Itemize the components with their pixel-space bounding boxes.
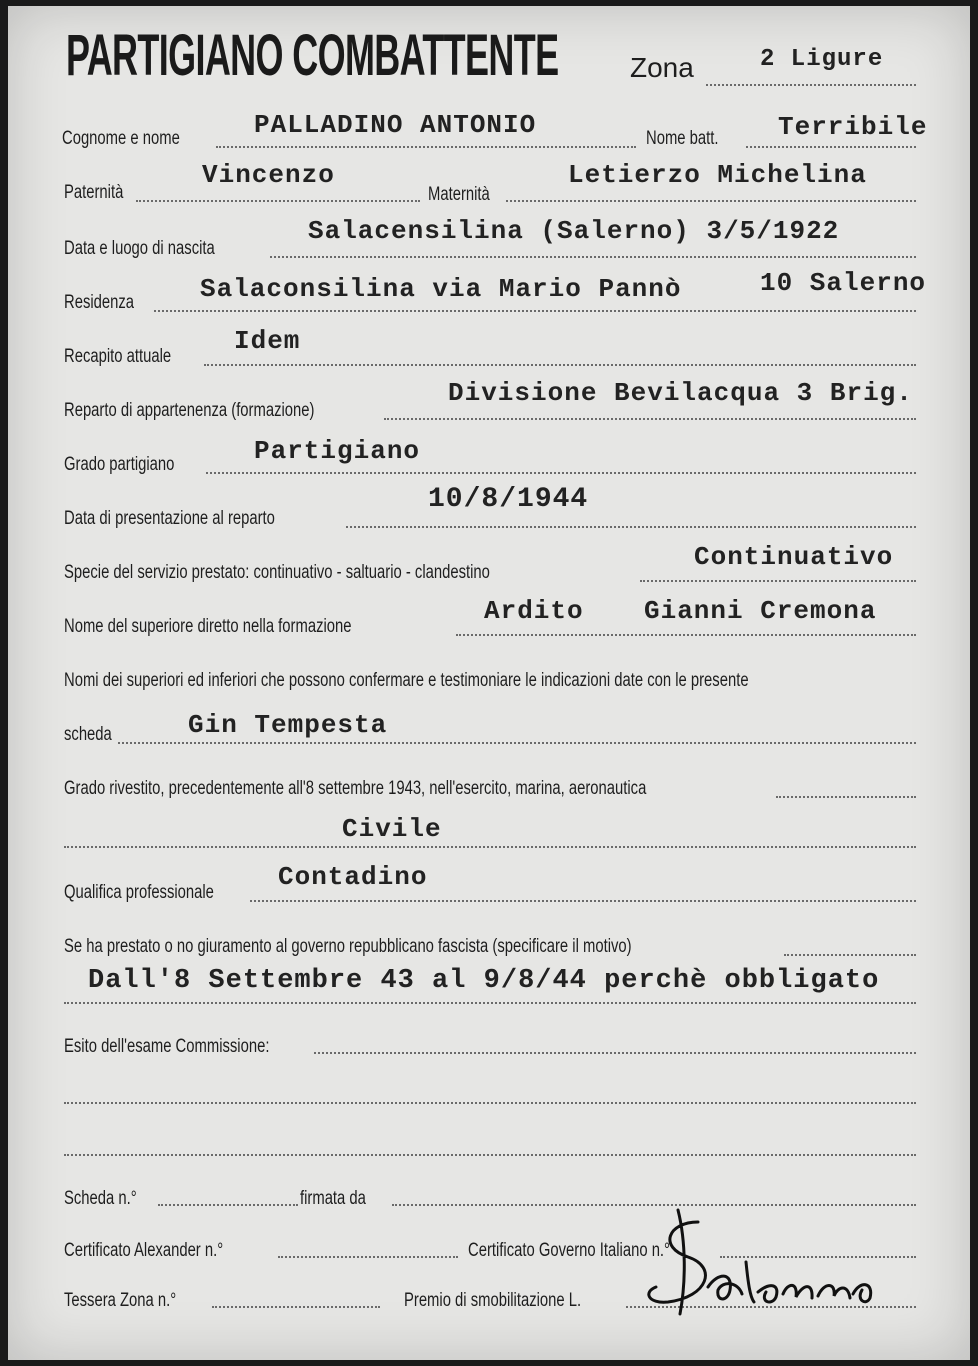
superiore-line — [456, 634, 916, 636]
zona-line — [706, 84, 916, 86]
nome-batt-label: Nome batt. — [646, 128, 719, 149]
scheda-value: Gin Tempesta — [188, 710, 388, 740]
specie-line — [640, 580, 916, 582]
scheda-n-label: Scheda n.° — [64, 1188, 137, 1209]
maternita-value: Letierzo Michelina — [568, 160, 867, 190]
scheda-n-line — [158, 1204, 298, 1206]
tessera-label: Tessera Zona n.° — [64, 1290, 177, 1311]
paternita-label: Paternità — [64, 182, 124, 203]
esito-line2 — [64, 1102, 916, 1104]
grado-rivestito-line — [776, 796, 916, 798]
grado-label: Grado partigiano — [64, 454, 175, 475]
zona-label: Zona — [630, 52, 694, 83]
reparto-line — [384, 418, 916, 420]
cert-alex-line — [278, 1256, 458, 1258]
presentazione-label: Data di presentazione al reparto — [64, 508, 275, 529]
paternita-line — [136, 200, 420, 202]
nome-batt-value: Terribile — [778, 112, 928, 142]
superiore-value2: Gianni Cremona — [644, 596, 877, 626]
tessera-line — [212, 1306, 380, 1308]
qualifica-label: Qualifica professionale — [64, 882, 214, 903]
recapito-value: Idem — [234, 326, 301, 356]
esito-label: Esito dell'esame Commissione: — [64, 1036, 270, 1057]
partisan-card — [8, 6, 970, 1360]
cert-alex-label: Certificato Alexander n.° — [64, 1240, 224, 1261]
reparto-label: Reparto di appartenenza (formazione) — [64, 400, 315, 421]
giuramento-line — [784, 954, 916, 956]
giuramento-label: Se ha prestato o no giuramento al governo repubblicano fascista (specificare il motivo) — [64, 936, 632, 957]
residenza-value: Salaconsilina via Mario Pannò — [200, 274, 682, 304]
maternita-label: Maternità — [428, 184, 490, 205]
paternita-value: Vincenzo — [202, 160, 335, 190]
specie-value: Continuativo — [694, 542, 894, 572]
nome-batt-line — [746, 146, 916, 148]
specie-label: Specie del servizio prestato: continuativo - saltuario - clandestino — [64, 562, 490, 583]
scheda-line — [118, 742, 916, 744]
cognome-label: Cognome e nome — [62, 128, 180, 149]
grado-line — [206, 472, 916, 474]
grado-rivestito-line2 — [64, 846, 916, 848]
premio-label: Premio di smobilitazione L. — [404, 1290, 582, 1311]
residenza-extra: 10 Salerno — [760, 268, 927, 298]
nascita-line — [270, 256, 916, 258]
signature — [638, 1202, 898, 1322]
qualifica-line — [250, 900, 916, 902]
grado-value: Partigiano — [254, 436, 421, 466]
recapito-line — [204, 364, 916, 366]
nascita-label: Data e luogo di nascita — [64, 238, 215, 259]
maternita-line — [506, 200, 916, 202]
nascita-value: Salacensilina (Salerno) 3/5/1922 — [308, 216, 840, 246]
grado-rivestito-value: Civile — [342, 814, 442, 844]
residenza-line — [154, 310, 916, 312]
presentazione-line — [346, 526, 916, 528]
firmata-label: firmata da — [300, 1188, 366, 1209]
superiore-value: Ardito — [484, 596, 584, 626]
cert-gov-label: Certificato Governo Italiano n.° — [468, 1240, 670, 1261]
superiore-label: Nome del superiore diretto nella formazione — [64, 616, 352, 637]
card-title: PARTIGIANO COMBATTENTE — [66, 23, 559, 88]
nomi-label: Nomi dei superiori ed inferiori che possono confermare e testimoniare le indicazioni date con le presente — [64, 670, 749, 691]
cognome-value: PALLADINO ANTONIO — [254, 110, 537, 140]
cognome-line — [216, 146, 636, 148]
qualifica-value: Contadino — [278, 862, 428, 892]
scheda-label: scheda — [64, 724, 112, 745]
esito-line3 — [64, 1154, 916, 1156]
grado-rivestito-label: Grado rivestito, precedentemente all'8 settembre 1943, nell'esercito, marina, aeronautica — [64, 778, 647, 799]
zona-value: 2 Ligure — [760, 46, 884, 73]
reparto-value: Divisione Bevilacqua 3 Brig. — [448, 378, 913, 408]
residenza-label: Residenza — [64, 292, 135, 313]
recapito-label: Recapito attuale — [64, 346, 172, 367]
giuramento-line2 — [64, 1002, 916, 1004]
giuramento-value: Dall'8 Settembre 43 al 9/8/44 perchè obbligato — [88, 966, 880, 996]
presentazione-value: 10/8/1944 — [428, 484, 589, 515]
esito-line — [314, 1052, 916, 1054]
